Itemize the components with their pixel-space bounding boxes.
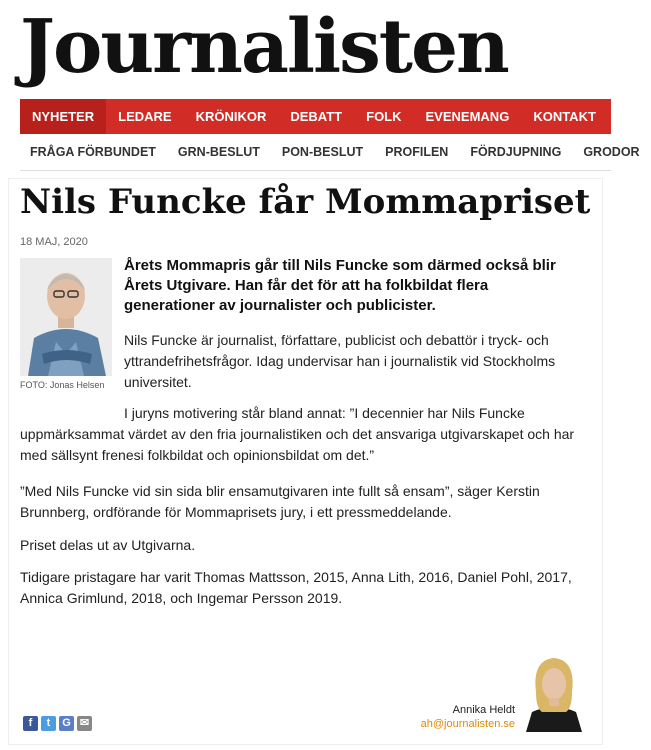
article-paragraph: Tidigare pristagare har varit Thomas Mattsson, 2015, Anna Lith, 2016, Daniel Pohl, 2017, Annica Grimlund, 2018, och Ingemar Persson 2019. [20,569,572,606]
article-photo [20,258,112,376]
share-bar [23,716,92,731]
mail-icon[interactable]: ✉ [77,716,92,731]
article-paragraph: Priset delas ut av Utgivarna. [20,537,196,553]
author-email-link[interactable]: ah@journalisten.se [420,718,515,730]
article-title: Nils Funcke får Mommapriset [20,182,591,222]
article-paragraph: ”Med Nils Funcke vid sin sida blir ensamutgivaren inte fullt så ensam”, säger Kerstin Brunnberg, ordförande för Mommaprisets jury, i ett pressmeddelande. [20,483,540,520]
main-nav [20,99,611,134]
site-logo[interactable]: Journalisten [20,4,508,90]
subnav-grodor[interactable]: GRODOR [583,145,640,159]
article-paragraph: Nils Funcke är journalist, författare, publicist och debattör i tryck- och yttrandefrihetsfrågor. Idag undervisar han i journalistik vid Stockholms universitet. [124,332,556,390]
google-icon[interactable]: G [59,716,74,731]
photo-caption: FOTO: Jonas Helsen [20,380,105,390]
nav-kronikor[interactable]: KRÖNIKOR [195,109,267,124]
subnav-pon-beslut[interactable]: PON-BESLUT [281,145,364,159]
article-lead: Årets Mommapris går till Nils Funcke som därmed också blir Årets Utgivare. Han får det för att ha folkbildat flera generationer av journalister och publicister. [124,257,556,314]
nav-debatt[interactable]: DEBATT [290,109,343,124]
nav-evenemang[interactable]: EVENEMANG [425,109,510,124]
nav-ledare[interactable]: LEDARE [118,109,172,124]
article-date: 18 MAJ, 2020 [20,236,88,248]
subnav-profilen[interactable]: PROFILEN [385,145,449,159]
author-avatar [522,652,586,732]
sub-nav [20,134,640,171]
twitter-icon[interactable]: t [41,716,56,731]
subnav-fordjupning[interactable]: FÖRDJUPNING [470,145,562,159]
subnav-grn-beslut[interactable]: GRN-BESLUT [177,145,260,159]
author-name: Annika Heldt [452,704,515,716]
nav-nyheter[interactable]: NYHETER [20,99,106,134]
nav-kontakt[interactable]: KONTAKT [533,109,596,124]
subnav-fraga-forbundet[interactable]: FRÅGA FÖRBUNDET [30,145,156,159]
article-paragraph: I juryns motivering står bland annat: ”I decennier har Nils Funcke uppmärksammat värdet av den fria journalistiken och det ansvariga utgivarskapet och har med sällsynt frenesi folkbildat och opinionsbildat om det.” [20,405,575,463]
facebook-icon[interactable]: f [23,716,38,731]
nav-folk[interactable]: FOLK [366,109,402,124]
